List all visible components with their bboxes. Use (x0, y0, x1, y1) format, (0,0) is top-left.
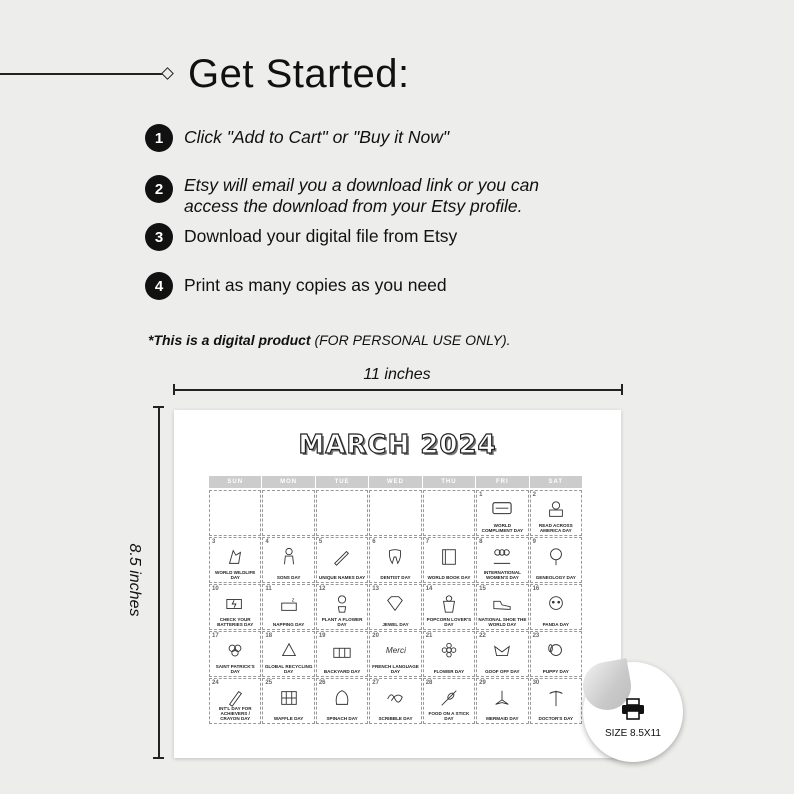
day-cell (423, 631, 475, 677)
panda-icon (544, 594, 568, 614)
step-number-badge: 1 (145, 124, 173, 152)
tooth-icon (383, 547, 407, 567)
day-cell (530, 490, 582, 536)
day-number: 10 (212, 586, 219, 592)
step-text: Print as many copies as you need (184, 275, 447, 295)
header-connector-diamond (161, 67, 174, 80)
women-icon (490, 547, 514, 567)
day-label: SAINT PATRICK'S DAY (215, 664, 255, 674)
day-cell (316, 584, 368, 630)
day-label: SCRIBBLE DAY (378, 716, 413, 721)
skewer-icon (437, 688, 461, 708)
width-dimension-label: 11 inches (363, 366, 431, 383)
empty-day-cell (262, 490, 314, 536)
day-label: DOCTOR'S DAY (538, 716, 574, 721)
weekday-header: MON (262, 476, 314, 488)
day-label: SONS DAY (276, 575, 301, 580)
day-label: INTERNATIONAL WOMEN'S DAY (483, 570, 521, 580)
tree-icon (544, 547, 568, 567)
day-cell (209, 537, 261, 583)
day-number: 19 (318, 633, 326, 639)
day-number: 2 (532, 492, 536, 498)
crayon-icon (223, 688, 247, 708)
day-number: 28 (425, 680, 433, 686)
day-number: 17 (212, 633, 219, 639)
day-number: 12 (318, 586, 326, 592)
header-connector-line (0, 73, 165, 75)
waffle-icon (277, 688, 301, 708)
day-cell (262, 631, 314, 677)
day-cell (476, 678, 528, 724)
day-label: WAFFLE DAY (273, 716, 304, 721)
popcorn-icon (437, 594, 461, 614)
day-cell (423, 678, 475, 724)
empty-day-cell (209, 490, 261, 536)
day-number: 18 (265, 633, 273, 639)
step-2 (145, 172, 539, 217)
day-number: 20 (372, 633, 379, 639)
fence-icon (330, 641, 354, 661)
book-icon (437, 547, 461, 567)
step-3 (145, 223, 457, 251)
day-label: WORLD WILDLIFE DAY (215, 570, 256, 580)
battery-icon (223, 594, 247, 614)
day-number: 7 (425, 539, 430, 545)
wolf-icon (223, 547, 247, 567)
day-number: 27 (372, 680, 379, 686)
weekday-header: SAT (530, 476, 582, 488)
width-dimension-line (173, 389, 622, 391)
calendar-grid (209, 476, 582, 725)
day-label: GOOF OFF DAY (485, 669, 520, 674)
day-number: 30 (532, 680, 540, 686)
day-cell (476, 537, 528, 583)
badge-icon (490, 500, 514, 520)
day-label: READ ACROSS AMERICA DAY (538, 523, 573, 533)
day-cell (530, 631, 582, 677)
day-cell (530, 584, 582, 630)
weekday-header: WED (369, 476, 421, 488)
empty-day-cell (423, 490, 475, 536)
day-label: FRENCH LANGUAGE DAY (372, 664, 419, 674)
day-cell (209, 678, 261, 724)
day-label: PANDA DAY (542, 622, 569, 627)
day-cell (369, 584, 421, 630)
day-cell (530, 678, 582, 724)
sleep-icon (277, 594, 301, 614)
step-text: Etsy will email you a download link or you can access the download from your Etsy profile. (184, 175, 540, 216)
clover-icon (223, 641, 247, 661)
calendar-title: MARCH 2024 (298, 430, 497, 460)
day-label: PUPPY DAY (542, 669, 569, 674)
day-cell (476, 490, 528, 536)
step-number-badge: 2 (145, 175, 173, 203)
height-dimension-label: 8.5 inches (126, 543, 143, 617)
day-cell (316, 678, 368, 724)
day-cell (423, 584, 475, 630)
day-label: FOOD ON A STICK DAY (428, 711, 470, 721)
day-label: POPCORN LOVER'S DAY (426, 617, 472, 627)
day-label: JEWEL DAY (382, 622, 409, 627)
day-label: NATIONAL SHOE THE WORLD DAY (478, 617, 527, 627)
day-number: 8 (479, 539, 483, 545)
width-dimension-tick-left (173, 384, 175, 395)
day-number: 3 (212, 539, 216, 545)
day-label: FLOWER DAY (433, 669, 465, 674)
day-number: 26 (318, 680, 326, 686)
day-cell (530, 537, 582, 583)
day-cell (423, 537, 475, 583)
day-cell (209, 631, 261, 677)
pen-icon (330, 547, 354, 567)
puppy-icon (544, 641, 568, 661)
day-cell (476, 631, 528, 677)
size-label: SIZE 8.5X11 (605, 728, 661, 739)
day-label: UNIQUE NAMES DAY (318, 575, 366, 580)
flower-icon (437, 641, 461, 661)
weekday-header: TUE (316, 476, 368, 488)
day-number: 6 (372, 539, 376, 545)
height-dimension-line (158, 406, 160, 758)
day-cell (316, 537, 368, 583)
caduceus-icon (544, 688, 568, 708)
day-number: 11 (265, 586, 272, 592)
step-1 (145, 124, 449, 152)
day-cell (369, 631, 421, 677)
day-cell (262, 537, 314, 583)
shoe-icon (490, 594, 514, 614)
jewel-icon (383, 594, 407, 614)
day-number: 5 (318, 539, 323, 545)
day-label: PLANT A FLOWER DAY (321, 617, 363, 627)
day-label: DENTIST DAY (380, 575, 411, 580)
day-number: 15 (479, 586, 486, 592)
step-text: Click "Add to Cart" or "Buy it Now" (184, 127, 450, 147)
spinach-icon (330, 688, 354, 708)
day-label: GLOBAL RECYCLING DAY (264, 664, 313, 674)
weekday-header: FRI (476, 476, 528, 488)
day-number: 9 (532, 539, 536, 545)
empty-day-cell (369, 490, 421, 536)
weekday-header: THU (423, 476, 475, 488)
width-dimension-tick-right (621, 384, 623, 395)
merci-icon (383, 641, 407, 661)
boy-icon (277, 547, 301, 567)
disclaimer-rest: (FOR PERSONAL USE ONLY). (310, 332, 511, 348)
day-number: 21 (425, 633, 433, 639)
day-cell (369, 678, 421, 724)
day-label: INT'L DAY FOR ACHIEVERS / CRAYON DAY (218, 706, 252, 721)
calendar-sheet-preview (174, 410, 621, 758)
step-number-badge: 3 (145, 223, 173, 251)
mermaid-tail-icon (490, 688, 514, 708)
scribble-icon (383, 688, 407, 708)
step-number-badge: 4 (145, 272, 173, 300)
day-label: CHECK YOUR BATTERIES DAY (217, 617, 254, 627)
size-badge (583, 662, 683, 762)
day-cell (209, 584, 261, 630)
reader-icon (544, 500, 568, 520)
day-label: MERMAID DAY (486, 716, 519, 721)
day-label: WORLD BOOK DAY (427, 575, 471, 580)
day-number: 13 (372, 586, 379, 592)
day-label: NAPPING DAY (272, 622, 305, 627)
day-number: 1 (479, 492, 483, 498)
day-number: 16 (532, 586, 540, 592)
day-number: 24 (212, 680, 219, 686)
page-title: Get Started: (188, 52, 410, 96)
recycle-icon (277, 641, 301, 661)
step-4 (145, 272, 447, 300)
day-cell (262, 584, 314, 630)
printer-icon (621, 698, 645, 720)
day-label: GENEOLOGY DAY (535, 575, 576, 580)
day-cell (369, 537, 421, 583)
svg-text:z: z (291, 597, 295, 604)
day-number: 22 (479, 633, 486, 639)
day-number: 4 (265, 539, 269, 545)
day-cell (262, 678, 314, 724)
svg-text:Merci: Merci (386, 645, 407, 655)
day-cell (476, 584, 528, 630)
day-number: 29 (479, 680, 486, 686)
day-label: BACKYARD DAY (323, 669, 361, 674)
step-text: Download your digital file from Etsy (184, 226, 458, 246)
potted-flower-icon (330, 594, 354, 614)
day-label: WORLD COMPLIMENT DAY (481, 523, 524, 533)
height-dimension-tick-bottom (153, 757, 164, 759)
empty-day-cell (316, 490, 368, 536)
digital-product-disclaimer (148, 332, 511, 348)
day-label: SPINACH DAY (326, 716, 358, 721)
height-dimension-tick-top (153, 406, 164, 408)
day-number: 14 (425, 586, 433, 592)
day-number: 25 (265, 680, 273, 686)
day-cell (316, 631, 368, 677)
jester-icon (490, 641, 514, 661)
disclaimer-bold: *This is a digital product (148, 332, 311, 348)
day-number: 23 (532, 633, 540, 639)
weekday-header: SUN (209, 476, 261, 488)
